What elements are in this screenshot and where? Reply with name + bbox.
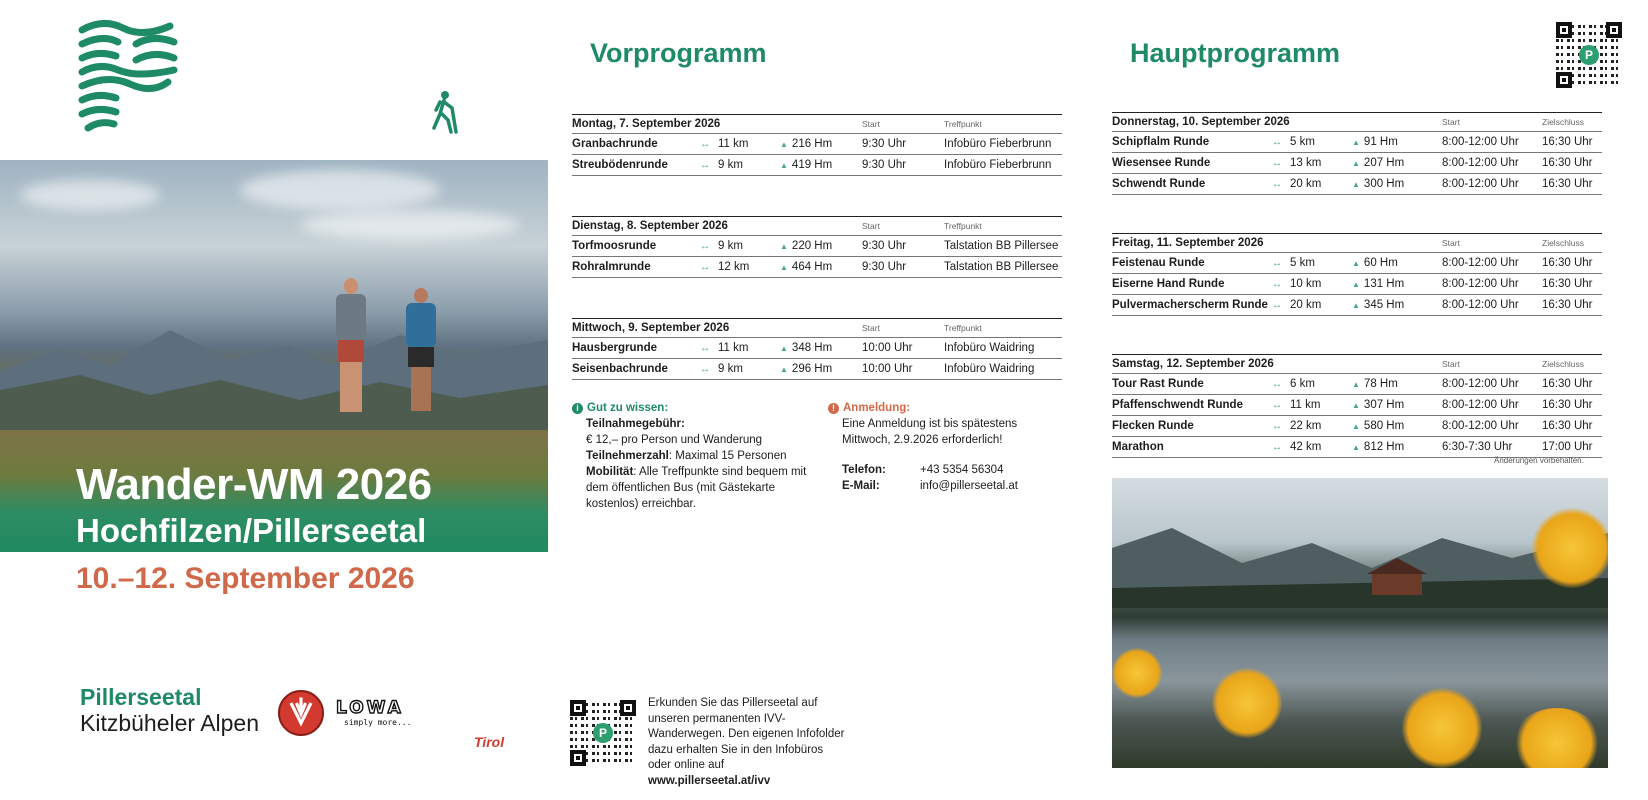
route-start: 8:00-12:00 Uhr — [1442, 420, 1519, 432]
hero-subtitle: Hochfilzen/Pillerseetal — [76, 512, 427, 549]
alert-icon: ! — [828, 403, 839, 414]
route-start: 8:00-12:00 Uhr — [1442, 157, 1519, 169]
registration-text: Eine Anmeldung ist bis spätestens Mittwoch, 2.9.2026 erforderlich! — [842, 418, 1018, 446]
brand-name: Pillerseetal — [80, 684, 202, 710]
start-column-label: Start — [862, 323, 880, 333]
qr-code-ivv[interactable] — [570, 700, 636, 766]
route-start: 8:00-12:00 Uhr — [1442, 299, 1519, 311]
route-row — [1112, 295, 1602, 316]
route-elevation: 60 Hm — [1363, 257, 1398, 269]
route-distance: 5 km — [1290, 136, 1315, 148]
day-table — [572, 216, 1062, 278]
route-elevation: 419 Hm — [791, 159, 833, 171]
start-column-label: Start — [862, 221, 880, 231]
route-name: Feistenau Runde — [1112, 257, 1205, 269]
elevation-icon: ▲ — [780, 140, 788, 149]
route-elevation: 307 Hm — [1363, 399, 1405, 411]
lowa-logo — [336, 698, 411, 727]
start-column-label: Start — [1442, 359, 1460, 369]
day-table — [572, 318, 1062, 380]
route-start: 8:00-12:00 Uhr — [1442, 257, 1519, 269]
meeting-point-value: Infobüro Fieberbrunn — [944, 159, 1052, 171]
elevation-icon: ▲ — [780, 365, 788, 374]
route-name: Marathon — [1112, 441, 1164, 453]
finish-time-value: 16:30 Uhr — [1542, 257, 1593, 269]
meeting-point-value: Talstation BB Pillersee — [944, 240, 1059, 252]
route-elevation: 345 Hm — [1363, 299, 1405, 311]
route-start: 9:30 Uhr — [862, 240, 907, 252]
route-start: 9:30 Uhr — [862, 138, 907, 150]
finish-time-value: 16:30 Uhr — [1542, 278, 1593, 290]
finish-time-column-label: Zielschluss — [1542, 238, 1585, 248]
route-elevation: 207 Hm — [1363, 157, 1405, 169]
finish-time-value: 16:30 Uhr — [1542, 157, 1593, 169]
route-row — [1112, 437, 1602, 458]
route-distance: 11 km — [1290, 399, 1321, 411]
ivv-info — [648, 696, 848, 789]
day-header — [1112, 233, 1602, 253]
day-header — [572, 216, 1062, 236]
finish-time-value: 16:30 Uhr — [1542, 399, 1593, 411]
ivv-link[interactable]: www.pillerseetal.at/ivv — [648, 774, 771, 787]
participants-value: : Maximal 15 Personen — [668, 450, 787, 462]
distance-icon: ↔ — [1272, 137, 1282, 148]
distance-icon: ↔ — [700, 139, 710, 150]
brand-region: Kitzbüheler Alpen — [80, 710, 260, 736]
route-row — [572, 338, 1062, 359]
elevation-icon: ▲ — [1352, 380, 1360, 389]
elevation-icon: ▲ — [780, 344, 788, 353]
distance-icon: ↔ — [1272, 158, 1282, 169]
finish-time-value: 17:00 Uhr — [1542, 441, 1593, 453]
route-row — [1112, 132, 1602, 153]
sponsor-name: LOWA — [336, 698, 404, 718]
route-row — [572, 236, 1062, 257]
qr-code-main[interactable] — [1556, 22, 1622, 88]
registration-heading — [828, 400, 1048, 416]
day-table — [1112, 233, 1602, 316]
mobility-label: Mobilität — [586, 466, 634, 478]
meeting-point-value: Infobüro Waidring — [944, 363, 1035, 375]
finish-time-column-label: Zielschluss — [1542, 117, 1585, 127]
elevation-icon: ▲ — [1352, 180, 1360, 189]
event-dates: 10.–12. September 2026 — [76, 562, 415, 595]
route-start: 8:00-12:00 Uhr — [1442, 378, 1519, 390]
finish-time-value: 16:30 Uhr — [1542, 136, 1593, 148]
route-name: Tour Rast Runde — [1112, 378, 1204, 390]
hiker-person-2 — [402, 288, 438, 418]
pillerseetal-p-logo — [78, 16, 178, 136]
distance-icon: ↔ — [1272, 379, 1282, 390]
meeting-point-column-label: Treffpunkt — [944, 221, 982, 231]
p-logo-icon: P — [593, 723, 613, 743]
start-column-label: Start — [862, 119, 880, 129]
day-header — [1112, 112, 1602, 132]
participants-label: Teilnehmerzahl — [586, 450, 669, 462]
elevation-icon: ▲ — [1352, 301, 1360, 310]
route-name: Wiesensee Runde — [1112, 157, 1211, 169]
distance-icon: ↔ — [700, 343, 710, 354]
elevation-icon: ▲ — [1352, 401, 1360, 410]
route-name: Schipflalm Runde — [1112, 136, 1210, 148]
route-name: Rohralmrunde — [572, 261, 651, 273]
route-elevation: 464 Hm — [791, 261, 833, 273]
route-distance: 12 km — [718, 261, 750, 273]
route-name: Schwendt Runde — [1112, 178, 1206, 190]
elevation-icon: ▲ — [780, 263, 788, 272]
hiker-person-1 — [332, 278, 368, 418]
distance-icon: ↔ — [700, 160, 710, 171]
day-header — [572, 318, 1062, 338]
tirol-logo: Tirol — [474, 734, 505, 750]
route-start: 9:30 Uhr — [862, 159, 907, 171]
route-distance: 9 km — [718, 240, 743, 252]
day-label: Mittwoch, 9. September 2026 — [572, 322, 730, 334]
route-distance: 11 km — [718, 138, 749, 150]
route-row — [572, 359, 1062, 380]
fee-label: Teilnahmegebühr: — [586, 418, 685, 430]
ivv-text: Erkunden Sie das Pillerseetal auf unseren permanenten IVV-Wanderwegen. Den eigenen Infofolder dazu erhalten Sie in den Infobüros oder online auf — [648, 697, 845, 771]
route-start: 10:00 Uhr — [862, 363, 913, 375]
good-to-know-title: Gut zu wissen: — [587, 402, 669, 414]
meeting-point-value: Infobüro Fieberbrunn — [944, 138, 1052, 150]
lake-mountains — [1112, 518, 1608, 608]
route-start: 8:00-12:00 Uhr — [1442, 178, 1519, 190]
route-elevation: 812 Hm — [1363, 441, 1405, 453]
distance-icon: ↔ — [700, 241, 710, 252]
registration-title: Anmeldung: — [843, 402, 911, 414]
route-name: Eiserne Hand Runde — [1112, 278, 1225, 290]
route-name: Streubödenrunde — [572, 159, 668, 171]
elevation-icon: ▲ — [1352, 159, 1360, 168]
route-elevation: 131 Hm — [1363, 278, 1405, 290]
route-start: 8:00-12:00 Uhr — [1442, 399, 1519, 411]
route-distance: 22 km — [1290, 420, 1322, 432]
route-start: 9:30 Uhr — [862, 261, 907, 273]
meeting-point-column-label: Treffpunkt — [944, 323, 982, 333]
route-distance: 6 km — [1290, 378, 1315, 390]
meeting-point-value: Infobüro Waidring — [944, 342, 1035, 354]
route-elevation: 91 Hm — [1363, 136, 1398, 148]
info-icon: i — [572, 403, 583, 414]
elevation-icon: ▲ — [780, 242, 788, 251]
route-start: 10:00 Uhr — [862, 342, 913, 354]
phone-label: Telefon: — [842, 464, 886, 476]
route-name: Pfaffenschwendt Runde — [1112, 399, 1243, 411]
route-name: Torfmoosrunde — [572, 240, 657, 252]
finish-time-value: 16:30 Uhr — [1542, 420, 1593, 432]
route-distance: 13 km — [1290, 157, 1322, 169]
p-logo-icon: P — [1579, 45, 1599, 65]
lake-photo — [1112, 478, 1608, 768]
day-header — [1112, 354, 1602, 374]
elevation-icon: ▲ — [780, 161, 788, 170]
route-row — [1112, 274, 1602, 295]
day-table — [1112, 112, 1602, 195]
distance-icon: ↔ — [1272, 258, 1282, 269]
day-header — [572, 114, 1062, 134]
distance-icon: ↔ — [1272, 400, 1282, 411]
good-to-know-box — [572, 400, 812, 512]
elevation-icon: ▲ — [1352, 280, 1360, 289]
route-distance: 9 km — [718, 159, 743, 171]
route-distance: 9 km — [718, 363, 743, 375]
email-label: E-Mail: — [842, 480, 880, 492]
finish-time-value: 16:30 Uhr — [1542, 299, 1593, 311]
route-row — [1112, 416, 1602, 437]
route-distance: 20 km — [1290, 299, 1322, 311]
route-distance: 5 km — [1290, 257, 1315, 269]
cover-panel — [0, 0, 548, 800]
email-link[interactable]: info@pillerseetal.at — [920, 480, 1018, 492]
route-name: Hausbergrunde — [572, 342, 657, 354]
route-start: 6:30-7:30 Uhr — [1442, 441, 1513, 453]
changes-note: Änderungen vorbehalten. — [1494, 456, 1584, 465]
route-distance: 20 km — [1290, 178, 1322, 190]
hiker-icon — [432, 90, 460, 136]
start-column-label: Start — [1442, 117, 1460, 127]
day-label: Donnerstag, 10. September 2026 — [1112, 116, 1290, 128]
elevation-icon: ▲ — [1352, 443, 1360, 452]
meeting-point-column-label: Treffpunkt — [944, 119, 982, 129]
route-elevation: 580 Hm — [1363, 420, 1405, 432]
route-distance: 10 km — [1290, 278, 1322, 290]
route-row — [1112, 153, 1602, 174]
route-name: Seisenbachrunde — [572, 363, 668, 375]
route-elevation: 348 Hm — [791, 342, 833, 354]
elevation-icon: ▲ — [1352, 259, 1360, 268]
distance-icon: ↔ — [1272, 442, 1282, 453]
finish-time-column-label: Zielschluss — [1542, 359, 1585, 369]
elevation-icon: ▲ — [1352, 422, 1360, 431]
route-row — [1112, 253, 1602, 274]
vorprogramm-title: Vorprogramm — [590, 38, 767, 68]
distance-icon: ↔ — [700, 364, 710, 375]
vorprogramm-panel — [548, 0, 1096, 800]
mobility-value: : Alle Treffpunkte sind bequem mit dem öffentlichen Bus (mit Gästekarte kostenlos) erreichbar. — [586, 466, 807, 510]
day-table — [572, 114, 1062, 176]
route-row — [1112, 174, 1602, 195]
route-elevation: 220 Hm — [791, 240, 833, 252]
route-elevation: 296 Hm — [791, 363, 833, 375]
route-elevation: 78 Hm — [1363, 378, 1398, 390]
route-start: 8:00-12:00 Uhr — [1442, 136, 1519, 148]
route-distance: 11 km — [718, 342, 749, 354]
day-label: Dienstag, 8. September 2026 — [572, 220, 728, 232]
route-row — [572, 155, 1062, 176]
registration-box — [828, 400, 1048, 494]
day-label: Montag, 7. September 2026 — [572, 118, 721, 130]
route-elevation: 300 Hm — [1363, 178, 1405, 190]
day-label: Freitag, 11. September 2026 — [1112, 237, 1264, 249]
elevation-icon: ▲ — [1352, 138, 1360, 147]
ivv-logo — [278, 690, 324, 736]
distance-icon: ↔ — [700, 262, 710, 273]
finish-time-value: 16:30 Uhr — [1542, 178, 1593, 190]
route-name: Granbachrunde — [572, 138, 658, 150]
good-to-know-heading — [572, 400, 812, 416]
day-table — [1112, 354, 1602, 458]
distance-icon: ↔ — [1272, 179, 1282, 190]
hauptprogramm-title: Hauptprogramm — [1130, 38, 1341, 68]
route-distance: 42 km — [1290, 441, 1322, 453]
route-start: 8:00-12:00 Uhr — [1442, 278, 1519, 290]
fee-value: € 12,– pro Person und Wanderung — [586, 434, 763, 446]
day-label: Samstag, 12. September 2026 — [1112, 358, 1274, 370]
hero-title: Wander-WM 2026 — [76, 460, 432, 509]
distance-icon: ↔ — [1272, 421, 1282, 432]
route-row — [572, 257, 1062, 278]
route-row — [572, 134, 1062, 155]
route-row — [1112, 395, 1602, 416]
finish-time-value: 16:30 Uhr — [1542, 378, 1593, 390]
meeting-point-value: Talstation BB Pillersee — [944, 261, 1059, 273]
distance-icon: ↔ — [1272, 279, 1282, 290]
distance-icon: ↔ — [1272, 300, 1282, 311]
phone-value[interactable]: +43 5354 56304 — [920, 464, 1004, 476]
route-elevation: 216 Hm — [791, 138, 833, 150]
start-column-label: Start — [1442, 238, 1460, 248]
mountains-illustration — [0, 310, 548, 430]
route-name: Pulvermacherscherm Runde — [1112, 299, 1268, 311]
route-row — [1112, 374, 1602, 395]
route-name: Flecken Runde — [1112, 420, 1194, 432]
sponsor-tagline: simply more... — [344, 718, 412, 727]
